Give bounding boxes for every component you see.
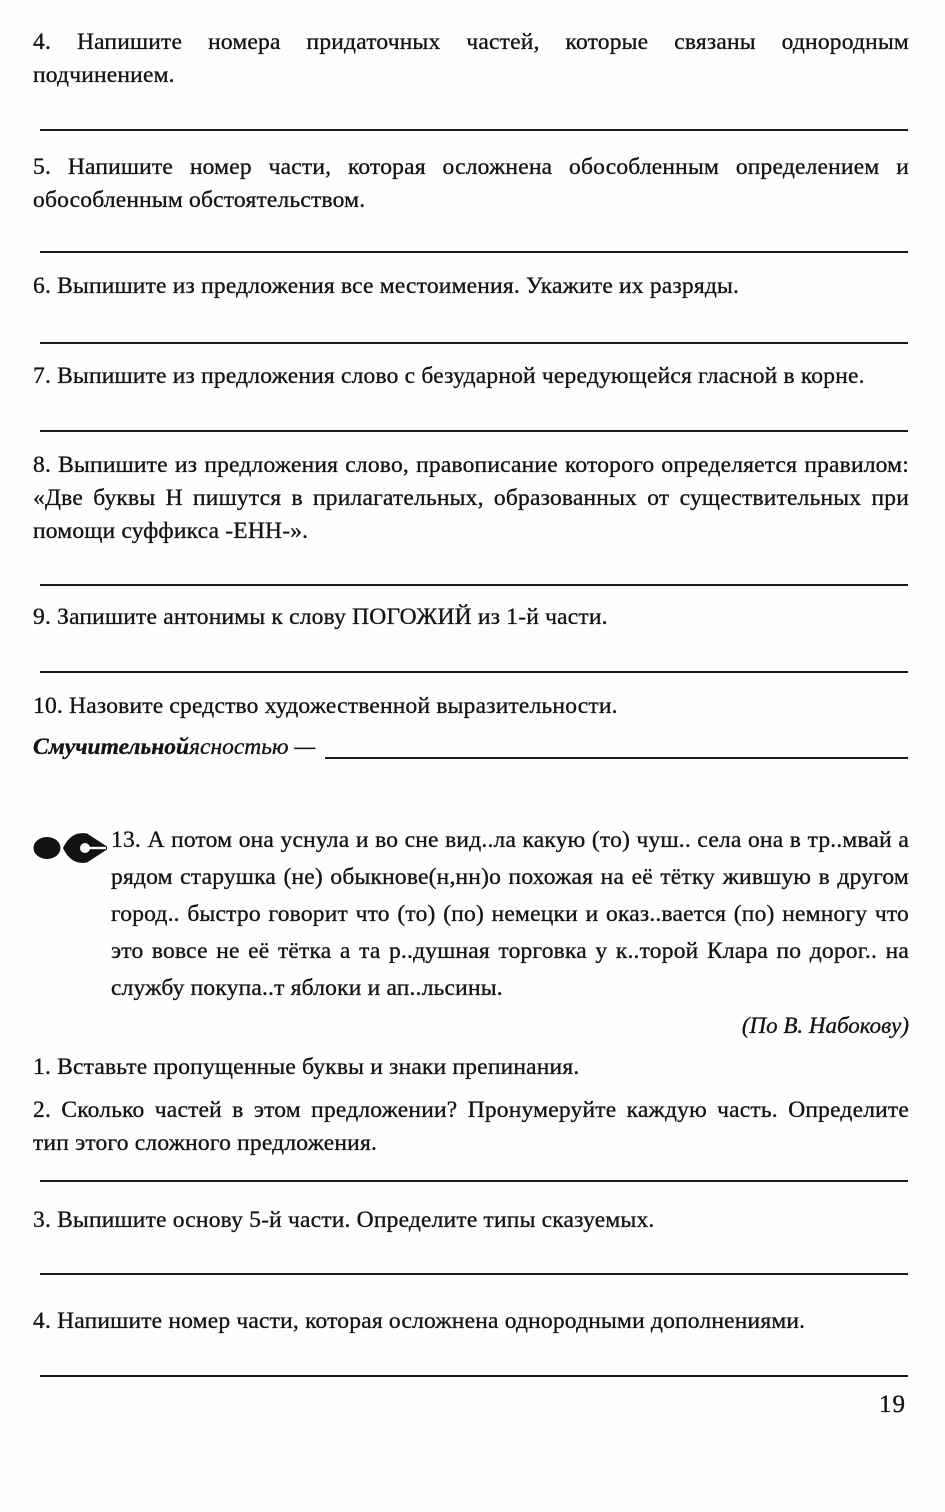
phrase-prompt	[33, 731, 909, 764]
exercise-13-body	[111, 822, 909, 1043]
answer-blank-line[interactable]	[40, 671, 908, 673]
page-number: 19	[879, 1391, 906, 1418]
ex13-question-1: 1. Вставьте пропущенные буквы и знаки препинания.	[33, 1054, 580, 1080]
question-6: 6. Выпишите из предложения все местоимения. Укажите их разряды.	[33, 273, 740, 299]
pen-nib-icon	[33, 827, 109, 867]
answer-blank-line[interactable]	[40, 342, 908, 344]
text-attribution: (По В. Набокову)	[741, 1013, 909, 1038]
phrase-lead: С	[33, 734, 49, 760]
answer-blank-line[interactable]	[40, 1180, 908, 1182]
question-9: 9. Запишите антонимы к слову ПОГОЖИЙ из 1-й части.	[33, 604, 608, 630]
phrase-rest: ясностью —	[189, 734, 316, 760]
question-8: 8. Выпишите из предложения слово, правописание которого определяется правилом: «Две буквы Н пишутся в прилагательных, образованных от существительных при помощи суффикса -ЕНН-».	[33, 452, 909, 544]
answer-blank-line[interactable]	[40, 1273, 908, 1275]
ex13-question-4: 4. Напишите номер части, которая осложнена однородными дополнениями.	[33, 1308, 806, 1334]
question-5: 5. Напишите номер части, которая осложнена обособленным определением и обособленным обстоятельством.	[33, 154, 909, 213]
question-10: 10. Назовите средство художественной выразительности.	[33, 693, 618, 719]
answer-blank-line[interactable]	[40, 584, 908, 586]
answer-blank-line[interactable]	[40, 129, 908, 131]
question-7: 7. Выпишите из предложения слово с безударной чередующейся гласной в корне.	[33, 363, 865, 389]
phrase-emphasis: мучительной	[48, 734, 190, 760]
answer-blank-line[interactable]	[40, 430, 908, 432]
question-4: 4. Напишите номера придаточных частей, которые связаны однородным подчинением.	[33, 29, 909, 88]
exercise-13	[33, 822, 909, 1043]
answer-blank-line[interactable]	[40, 1375, 908, 1377]
answer-blank-line[interactable]	[40, 251, 908, 253]
exercise-marker	[33, 822, 111, 1043]
answer-blank-line[interactable]	[325, 733, 908, 759]
ex13-question-2: 2. Сколько частей в этом предложении? Пронумеруйте каждую часть. Определите тип этого сложного предложения.	[33, 1097, 909, 1156]
exercise-13-text: 13. А потом она уснула и во сне вид..ла какую (то) чуш.. села она в тр..мвай а рядом старушка (не) обыкнове(н,нн)о похожая на её тётку жившую в другом город.. быстро говорит что (то) (по) немецки и оказ..вается (по) немногу что это вовсе не её тётка а та р..душная торговка у к..торой Клара по дорог.. на службу покупа..т яблоки и ап..льсины.	[111, 827, 909, 1001]
ex13-question-3: 3. Выпишите основу 5-й части. Определите типы сказуемых.	[33, 1207, 655, 1233]
